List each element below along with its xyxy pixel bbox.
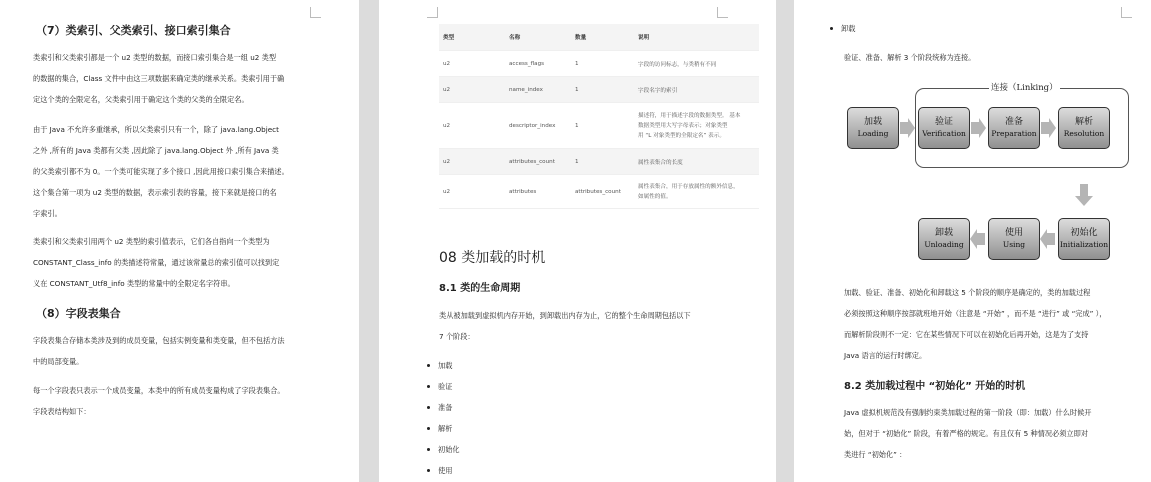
paragraph-lifecycle-intro: [439, 305, 691, 347]
table-cell: [634, 103, 759, 149]
table-cell: u2: [439, 175, 505, 209]
table-cell: 1: [571, 77, 634, 103]
list-item: 准备: [425, 397, 460, 418]
field-table: [439, 24, 759, 209]
text-line: 中的局部变量。: [33, 357, 84, 366]
table-header-count: 数量: [571, 24, 634, 51]
table-cell: 1: [571, 51, 634, 77]
list-item: 解析: [425, 418, 460, 439]
text-line: 而解析阶段则不一定：它在某些情况下可以在初始化后再开始，这是为了支持: [844, 330, 1089, 339]
table-row: [439, 149, 759, 175]
text-line: 类进行 “初始化” ：: [844, 450, 907, 459]
crop-mark: [717, 7, 728, 18]
paragraph-field-collection: [33, 330, 285, 372]
table-cell: 属性表集合的长度: [634, 149, 759, 175]
text-line: 始，但对于 “初始化” 阶段，有着严格的规定。有且仅有 5 种情况必须立即对: [844, 429, 1088, 438]
text-line: CONSTANT_Class_info 的类描述符常量，通过该常量总的索引值可以找到定: [33, 258, 280, 267]
list-item: 卸载: [828, 18, 855, 39]
cell-line: 属性表集合，用于存放属性的额外信息，: [638, 183, 739, 190]
stage-en: Preparation: [991, 129, 1037, 138]
paragraph-class-index: [33, 47, 284, 110]
text-line: 定这个类的全限定名，父类索引用于确定这个类的父类的全限定名。: [33, 95, 249, 104]
stage-zh: 加载: [863, 117, 882, 127]
table-header-desc: 说明: [634, 24, 759, 51]
stage-en: Verification: [922, 129, 966, 138]
paragraph-inheritance: [33, 119, 289, 224]
stage-zh: 验证: [934, 117, 953, 127]
stage-en: Loading: [857, 129, 889, 138]
table-cell: 字段的访问标志，与类稍有不同: [634, 51, 759, 77]
section-title-class-loading: 08 类加载的时机: [439, 250, 546, 266]
text-line: 字段表结构如下：: [33, 407, 91, 416]
stage-en: Unloading: [924, 240, 964, 249]
document-page-3: [794, 0, 1151, 482]
text-line: 这个集合第一项为 u2 类型的数据，表示索引表的容量，接下来就是接口的名: [33, 188, 277, 197]
table-cell: 1: [571, 103, 634, 149]
text-line: 由于 Java 不允许多重继承，所以父类索引只有一个，除了 java.lang.Object: [33, 125, 279, 134]
stage-zh: 初始化: [1070, 228, 1098, 238]
list-item: 验证: [425, 376, 460, 397]
stage-en: Using: [1002, 240, 1026, 249]
list-item: 使用: [425, 460, 460, 481]
text-line: 类索引和父类索引都是一个 u2 类型的数据，而接口索引集合是一组 u2 类型: [33, 53, 277, 62]
table-row: [439, 51, 759, 77]
list-item: 初始化: [425, 439, 460, 460]
cell-line: 数据类型用大写字母表示；对象类型: [638, 122, 728, 129]
arrow-down-icon: [1075, 184, 1093, 206]
text-line: 的父类索引都不为 0。一个类可能实现了多个接口 ,因此用接口索引集合来描述。: [33, 167, 289, 176]
text-line: 类从被加载到虚拟机内存开始，到卸载出内存为止，它的整个生命周期包括以下: [439, 311, 691, 320]
paragraph-field-structure: [33, 380, 285, 422]
stage-zh: 使用: [1004, 228, 1023, 238]
text-line: 字段表集合存储本类涉及到的成员变量，包括实例变量和类变量，但不包括方法: [33, 336, 285, 345]
arrow-right-icon: [900, 118, 915, 138]
paragraph-index-values: [33, 231, 279, 294]
text-line: 每一个字段表只表示一个成员变量，本类中的所有成员变量构成了字段表集合。: [33, 386, 285, 395]
table-header-type: 类型: [439, 24, 505, 51]
table-cell: 字段名字的索引: [634, 77, 759, 103]
heading-field-table: （8）字段表集合: [36, 307, 121, 320]
list-item: 加载: [425, 355, 460, 376]
text-line: 必须按照这种顺序按部就班地开始（注意是 “开始” ，而不是 “进行” 或 “完成” ），: [844, 309, 1107, 318]
page-gap-left: [359, 0, 379, 482]
paragraph-stage-order: [844, 282, 1106, 366]
text-line: 义在 CONSTANT_Utf8_info 类型的常量中的全限定名字符串。: [33, 279, 235, 288]
text-line: 7 个阶段：: [439, 332, 475, 341]
crop-mark: [427, 7, 438, 18]
text-line: 类索引和父类索引用两个 u2 类型的索引值表示，它们各自指向一个类型为: [33, 237, 270, 246]
stage-list: [425, 355, 460, 481]
cell-line: 用 “L 对象类型的全限定名” 表示。: [638, 132, 725, 139]
table-cell: name_index: [505, 77, 571, 103]
arrow-right-icon: [1041, 118, 1056, 138]
table-cell: access_flags: [505, 51, 571, 77]
table-header-row: [439, 24, 759, 51]
table-header-name: 名称: [505, 24, 571, 51]
crop-mark: [310, 7, 321, 18]
document-page-1: [0, 0, 359, 482]
linking-group-label: 连接（Linking）: [991, 83, 1058, 93]
table-row: [439, 103, 759, 149]
text-line: 验证、准备、解析 3 个阶段统称为连接。: [844, 53, 976, 62]
arrow-left-icon: [970, 229, 985, 249]
stage-zh: 解析: [1074, 117, 1093, 127]
text-line: 字索引。: [33, 209, 62, 218]
table-cell: u2: [439, 51, 505, 77]
text-line: Java 语言的运行时绑定。: [844, 351, 927, 360]
subsection-title-init-timing: 8.2 类加载过程中 “初始化” 开始的时机: [844, 381, 1026, 392]
paragraph-init-timing: [844, 402, 1091, 465]
table-cell: u2: [439, 77, 505, 103]
stage-zh: 准备: [1004, 117, 1023, 127]
heading-class-index: （7）类索引、父类索引、接口索引集合: [36, 24, 231, 37]
stage-zh: 卸载: [934, 228, 953, 238]
cell-line: 描述符，用于描述字段的数据类型。 基本: [638, 112, 741, 119]
table-cell: attributes_count: [571, 175, 634, 209]
table-cell: 1: [571, 149, 634, 175]
text-line: Java 虚拟机规范没有强制约束类加载过程的第一阶段（即：加载）什么时候开: [844, 408, 1092, 417]
text-line: 的数据的集合，Class 文件中由这三项数据来确定类的继承关系。类索引用于确: [33, 74, 285, 83]
text-line: 之外 ,所有的 Java 类都有父类 ,因此除了 java.lang.Object 外 ,所有 Java 类: [33, 146, 279, 155]
text-line: 加载、验证、准备、初始化和卸载这 5 个阶段的顺序是确定的，类的加载过程: [844, 288, 1091, 297]
stage-en: Initialization: [1059, 240, 1109, 249]
table-cell: [634, 175, 759, 209]
cell-line: 如属性的值。: [638, 193, 672, 200]
page-gap-right: [776, 0, 794, 482]
table-cell: attributes_count: [505, 149, 571, 175]
stage-en: Resolution: [1063, 129, 1105, 138]
table-row: [439, 77, 759, 103]
table-cell: attributes: [505, 175, 571, 209]
table-cell: descriptor_index: [505, 103, 571, 149]
table-cell: u2: [439, 103, 505, 149]
subsection-title-lifecycle: 8.1 类的生命周期: [439, 283, 521, 294]
table-row: [439, 175, 759, 209]
document-page-2: [379, 0, 776, 482]
arrow-right-icon: [971, 118, 986, 138]
table-cell: u2: [439, 149, 505, 175]
arrow-left-icon: [1040, 229, 1055, 249]
